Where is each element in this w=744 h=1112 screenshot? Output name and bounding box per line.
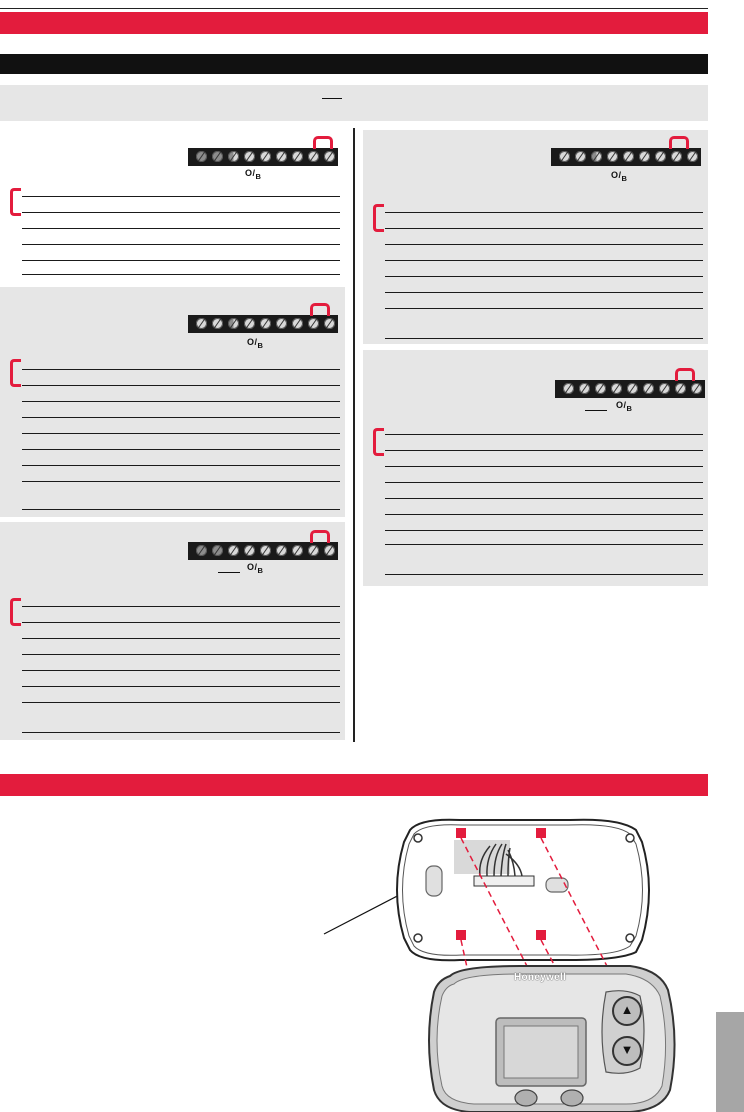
jumper-icon (675, 368, 695, 381)
terminal-block (188, 542, 338, 560)
section-heading-bar (0, 12, 708, 34)
red-bracket-icon (10, 598, 21, 626)
terminal-label: $O/_B$ (611, 170, 628, 183)
wiring-panel-4 (363, 130, 708, 344)
wiring-panel-3 (0, 522, 345, 740)
brand-logo: Honeywell (514, 972, 567, 983)
terminal-label: $O/_B$ (245, 168, 262, 181)
terminal-block (188, 148, 338, 166)
terminal-label: $O/_B$ (247, 337, 264, 350)
subsection-heading-bar (0, 54, 708, 74)
side-tab (716, 1012, 744, 1112)
terminal-label: $O/_B$ (616, 400, 633, 413)
wallplate (397, 820, 649, 961)
section-heading-bar-2 (0, 774, 708, 796)
note-bar (0, 85, 708, 121)
terminal-block (188, 315, 338, 333)
label-underline (218, 572, 240, 573)
wiring-panel-5 (363, 350, 708, 586)
wiring-panel-2 (0, 287, 345, 517)
terminal-block (551, 148, 701, 166)
red-bracket-icon (10, 359, 21, 387)
red-bracket-icon (373, 204, 384, 232)
label-underline (585, 410, 607, 411)
jumper-icon (310, 530, 330, 543)
red-bracket-icon (373, 428, 384, 456)
jumper-icon (313, 136, 333, 149)
wiring-panel-1 (0, 128, 345, 280)
note-overline (322, 98, 342, 99)
thermostat-illustration (380, 810, 680, 1112)
terminal-block (555, 380, 705, 398)
column-divider (353, 128, 355, 742)
arrow-up-icon[interactable]: ▲ (612, 996, 642, 1026)
arrow-down-icon[interactable]: ▼ (612, 1036, 642, 1066)
header-rule (0, 8, 708, 9)
red-bracket-icon (10, 188, 21, 216)
terminal-label: $O/_B$ (247, 562, 264, 575)
thermostat-body (429, 966, 675, 1112)
jumper-icon (669, 136, 689, 149)
jumper-icon (310, 303, 330, 316)
